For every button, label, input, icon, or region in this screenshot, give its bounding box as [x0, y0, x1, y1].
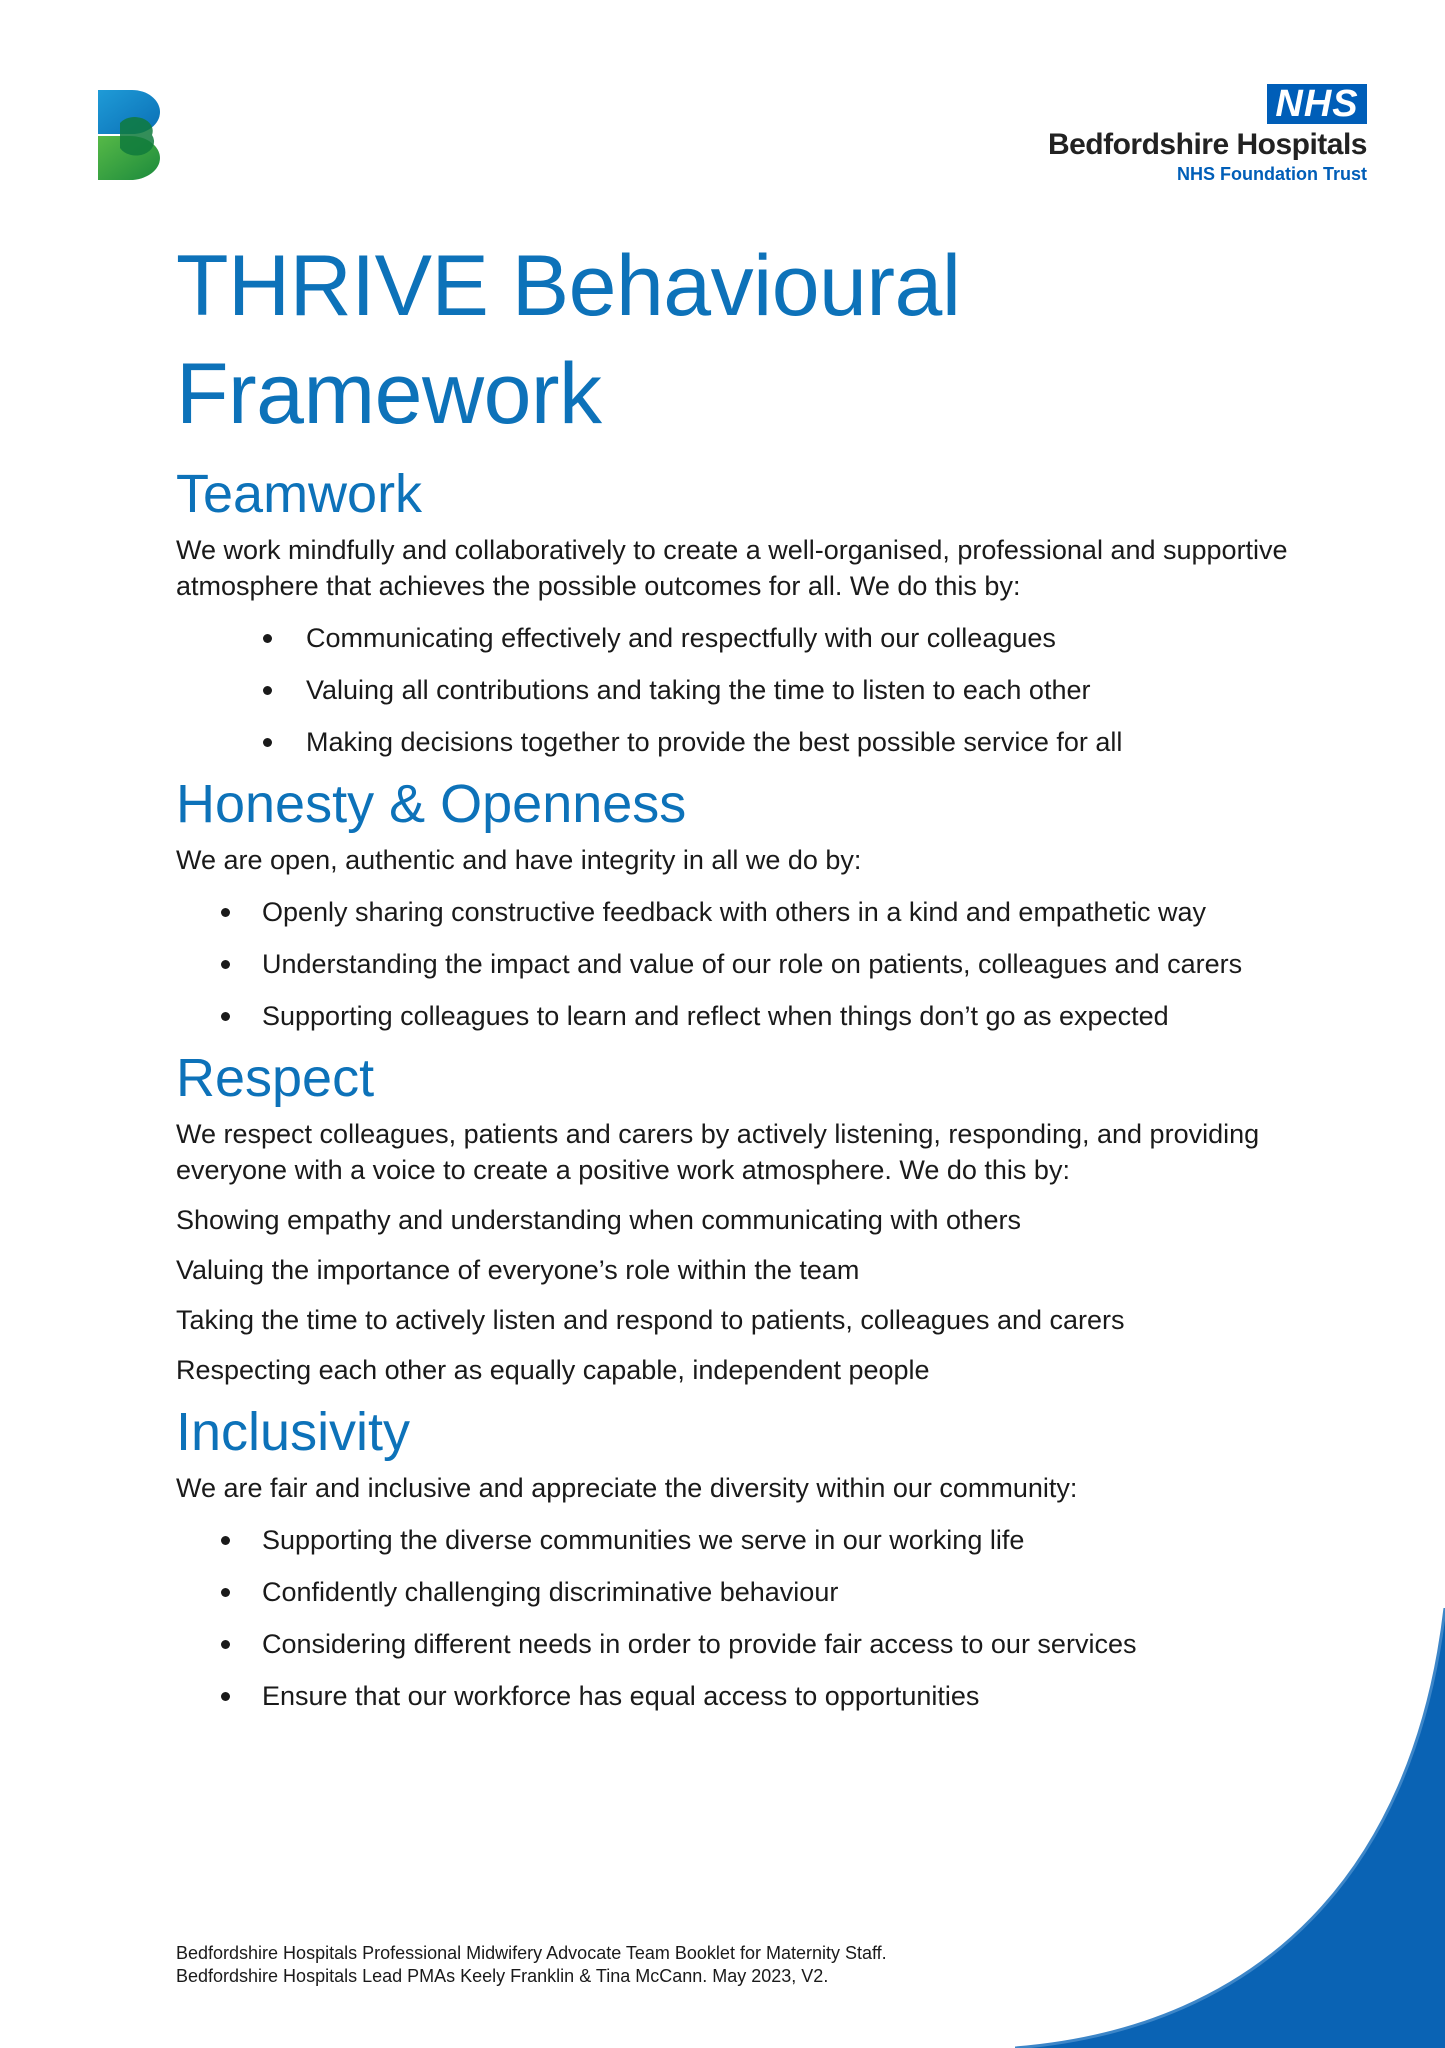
organisation-subtitle: NHS Foundation Trust [1177, 164, 1367, 184]
list-item: Ensure that our workforce has equal access to opportunities [176, 1678, 1316, 1714]
list-item: Understanding the impact and value of our role on patients, colleagues and carers [176, 946, 1316, 982]
list-item: Considering different needs in order to provide fair access to our services [176, 1626, 1316, 1662]
statement-list [176, 1202, 1316, 1388]
section-heading: Honesty & Openness [176, 774, 687, 834]
list-item: Making decisions together to provide the best possible service for all [176, 724, 1316, 760]
list-item: Supporting the diverse communities we serve in our working life [176, 1522, 1316, 1558]
bullet-list [176, 894, 1316, 1034]
section-respect [176, 1046, 1316, 1388]
nhs-logo [1047, 84, 1367, 184]
bullet-list [176, 620, 1316, 760]
list-item: Showing empathy and understanding when communicating with others [176, 1205, 1022, 1235]
section-teamwork [176, 462, 1316, 760]
decorative-corner-curve [1015, 1608, 1445, 2048]
section-heading: Inclusivity [176, 1402, 411, 1462]
section-honesty-openness [176, 772, 1316, 1034]
section-intro: We respect colleagues, patients and carers by actively listening, responding, and providing everyone with a voice to create a positive work atmosphere. We do this by: [176, 1119, 1260, 1185]
section-heading: Teamwork [176, 464, 423, 524]
list-item: Supporting colleagues to learn and reflect when things don’t go as expected [176, 998, 1316, 1034]
section-intro: We work mindfully and collaboratively to create a well-organised, professional and supportive atmosphere that achieves the possible outcomes for all. We do this by: [176, 535, 1288, 601]
list-item: Confidently challenging discriminative behaviour [176, 1574, 1316, 1610]
list-item: Respecting each other as equally capable, independent people [176, 1355, 930, 1385]
organisation-name: Bedfordshire Hospitals [1047, 128, 1367, 161]
list-item: Valuing all contributions and taking the time to listen to each other [176, 672, 1316, 708]
list-item: Taking the time to actively listen and respond to patients, colleagues and carers [176, 1305, 1125, 1335]
page-title: THRIVE Behavioural Framework [176, 238, 961, 442]
nhs-badge: NHS [1267, 84, 1367, 124]
document-body [176, 232, 1316, 1714]
section-intro: We are open, authentic and have integrity in all we do by: [176, 845, 862, 875]
footer-line: Bedfordshire Hospitals Lead PMAs Keely Franklin & Tina McCann. May 2023, V2. [176, 1966, 829, 1986]
section-heading: Respect [176, 1048, 375, 1108]
list-item: Openly sharing constructive feedback with others in a kind and empathetic way [176, 894, 1316, 930]
list-item: Communicating effectively and respectfully with our colleagues [176, 620, 1316, 656]
footer-line: Bedfordshire Hospitals Professional Midwifery Advocate Team Booklet for Maternity Staff. [176, 1943, 887, 1963]
document-footer [176, 1942, 887, 1988]
list-item: Valuing the importance of everyone’s role within the team [176, 1255, 860, 1285]
section-intro: We are fair and inclusive and appreciate the diversity within our community: [176, 1473, 1078, 1503]
b-logo-icon [98, 90, 160, 180]
